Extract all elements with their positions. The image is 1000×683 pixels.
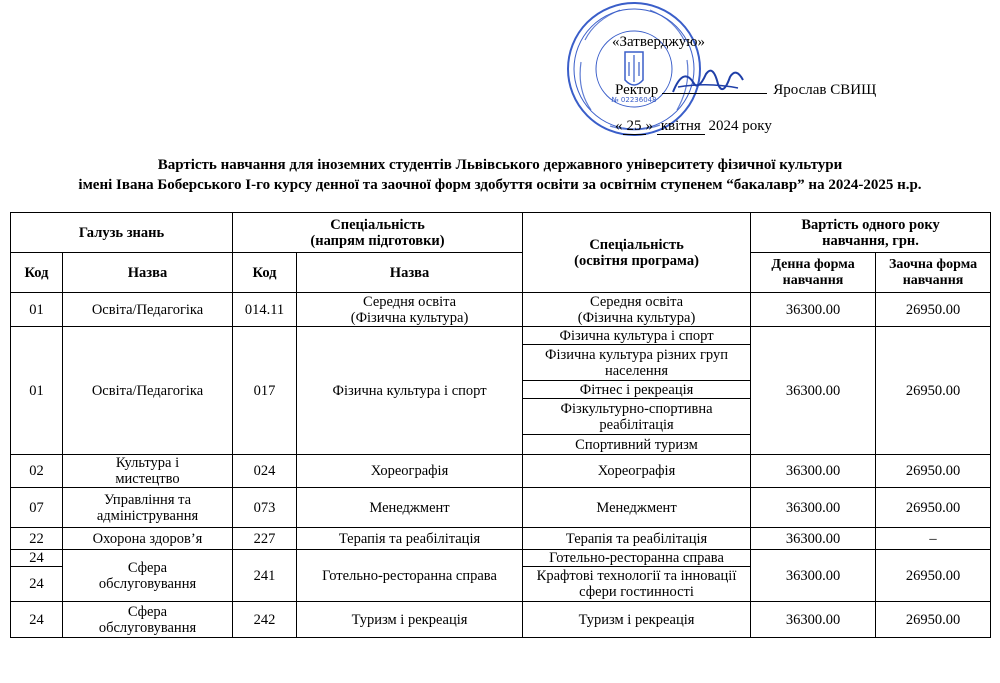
header-name-2: Назва [297,253,523,293]
cell-specialty-name: Терапія та реабілітація [297,528,523,550]
cell-field: Освіта/Педагогіка [63,293,233,327]
cell-program: Крафтові технології та інновації сфери гостинності [523,567,751,602]
header-program: Спеціальність (освітня програма) [523,213,751,293]
cell-code: 02 [11,455,63,488]
table-row [11,528,991,550]
cell-code: 22 [11,528,63,550]
cell-fulltime: 36300.00 [751,293,876,327]
cell-fulltime: 36300.00 [751,455,876,488]
cell-specialty-name: Хореографія [297,455,523,488]
cell-parttime: – [876,528,991,550]
date-prefix: « [615,118,623,134]
cell-fulltime: 36300.00 [751,488,876,528]
approval-heading: «Затверджую» [612,34,705,50]
cell-program: Фізкультурно-спортивна реабілітація [523,399,751,435]
cell-code: 01 [11,293,63,327]
rector-name: Ярослав СВИЩ [773,82,877,98]
cell-field: Сфера обслуговування [63,550,233,602]
cell-code: 24 [11,602,63,638]
cell-field: Охорона здоров’я [63,528,233,550]
cell-fulltime: 36300.00 [751,550,876,602]
table-row [11,550,991,567]
header-specialty: Спеціальність (напрям підготовки) [233,213,523,253]
cell-code: 24 [11,550,63,567]
cell-program: Туризм і рекреація [523,602,751,638]
cell-fulltime: 36300.00 [751,327,876,455]
cell-program: Готельно-ресторанна справа [523,550,751,567]
cell-specialty-code: 014.11 [233,293,297,327]
header-field-of-knowledge: Галузь знань [11,213,233,253]
header-code: Код [11,253,63,293]
table-row [11,455,991,488]
cell-specialty-code: 073 [233,488,297,528]
header-code-2: Код [233,253,297,293]
cell-fulltime: 36300.00 [751,602,876,638]
cell-parttime: 26950.00 [876,488,991,528]
cell-program: Терапія та реабілітація [523,528,751,550]
cell-parttime: 26950.00 [876,327,991,455]
document-title-line1: Вартість навчання для іноземних студентів Львівського державного університету фізичної культури [157,157,843,173]
cell-program: Хореографія [523,455,751,488]
cell-specialty-code: 241 [233,550,297,602]
cell-parttime: 26950.00 [876,602,991,638]
cell-program: Фізична культура і спорт [523,327,751,345]
stamp-number: № 02236048 [611,96,657,104]
date-mid: » [645,118,653,134]
cell-specialty-code: 242 [233,602,297,638]
cell-field: Культура і мистецтво [63,455,233,488]
cell-parttime: 26950.00 [876,455,991,488]
header-name: Назва [63,253,233,293]
document-title-line2: імені Івана Боберського І-го курсу денної та заочної форм здобуття освіти за освітнім ступенем “бакалавр” на 2024-2025 н.р. [78,177,922,193]
rector-label: Ректор [615,82,659,98]
cell-specialty-name: Середня освіта (Фізична культура) [297,293,523,327]
cell-code: 07 [11,488,63,528]
cell-field: Освіта/Педагогіка [63,327,233,455]
cell-parttime: 26950.00 [876,550,991,602]
header-row-1 [11,213,991,253]
cell-specialty-code: 017 [233,327,297,455]
cell-specialty-code: 024 [233,455,297,488]
table-row [11,602,991,638]
table-row [11,488,991,528]
header-fulltime: Денна форма навчання [751,253,876,293]
header-cost: Вартість одного року навчання, грн. [751,213,991,253]
cell-program: Фітнес і рекреація [523,381,751,399]
signature-line [662,79,767,94]
approval-date [615,117,772,135]
cell-specialty-name: Туризм і рекреація [297,602,523,638]
cell-specialty-code: 227 [233,528,297,550]
cell-fulltime: 36300.00 [751,528,876,550]
table-row [11,293,991,327]
cell-code: 01 [11,327,63,455]
cell-specialty-name: Менеджмент [297,488,523,528]
tuition-fees-table [10,212,991,638]
header-row-2 [11,253,991,293]
date-day: 25 [623,118,646,135]
table-row [11,327,991,345]
cell-program: Менеджмент [523,488,751,528]
cell-program: Фізична культура різних груп населення [523,345,751,381]
cell-program: Середня освіта (Фізична культура) [523,293,751,327]
date-year: 2024 року [708,118,772,134]
cell-specialty-name: Фізична культура і спорт [297,327,523,455]
cell-field: Управління та адміністрування [63,488,233,528]
cell-specialty-name: Готельно-ресторанна справа [297,550,523,602]
cell-parttime: 26950.00 [876,293,991,327]
header-parttime: Заочна форма навчання [876,253,991,293]
rector-line [615,79,876,99]
cell-field: Сфера обслуговування [63,602,233,638]
cell-program: Спортивний туризм [523,435,751,455]
cell-code: 24 [11,567,63,602]
date-month: квітня [657,118,705,135]
